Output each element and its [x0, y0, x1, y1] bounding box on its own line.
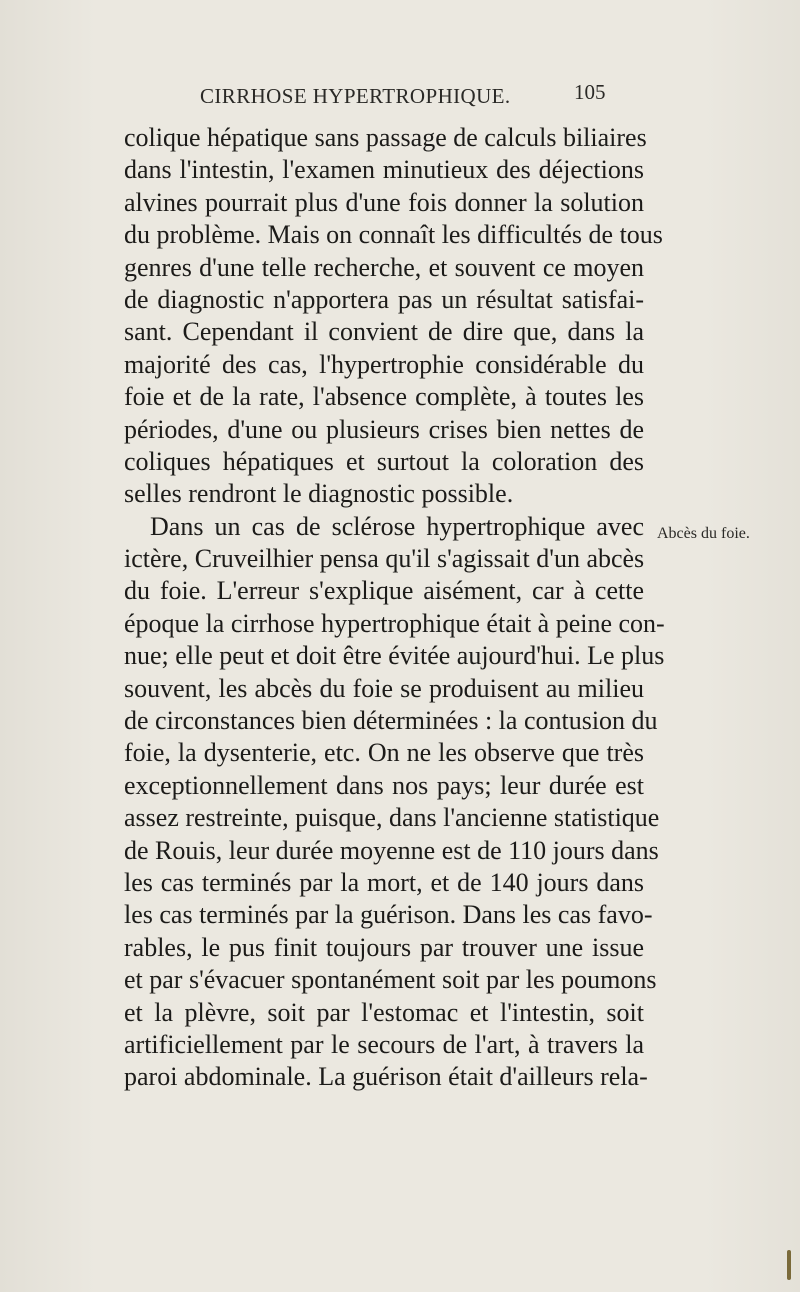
text-line: ictère, Cruveilhier pensa qu'il s'agissait d'un abcès: [124, 544, 645, 574]
text-line: exceptionnellement dans nos pays; leur durée est: [124, 770, 644, 800]
text-line: de Rouis, leur durée moyenne est de 110 jours dans: [124, 835, 659, 865]
text-line: assez restreinte, puisque, dans l'ancienne statistique: [124, 803, 660, 833]
text-line: alvines pourrait plus d'une fois donner la solution: [124, 187, 644, 217]
text-line: dans l'intestin, l'examen minutieux des déjections: [124, 155, 644, 185]
text-line: et par s'évacuer spontanément soit par les poumons: [124, 965, 657, 995]
text-line: Dans un cas de sclérose hypertrophique avec: [150, 511, 644, 541]
text-line: époque la cirrhose hypertrophique était à peine con-: [124, 608, 665, 638]
text-line: foie, la dysenterie, etc. On ne les observe que très: [124, 738, 644, 768]
text-line: périodes, d'une ou plusieurs crises bien nettes de: [124, 414, 644, 444]
text-line: souvent, les abcès du foie se produisent au milieu: [124, 673, 644, 703]
text-line: coliques hépatiques et surtout la coloration des: [124, 446, 644, 476]
text-line: de diagnostic n'apportera pas un résultat satisfai-: [124, 284, 644, 314]
text-line: les cas terminés par la mort, et de 140 jours dans: [124, 867, 644, 897]
text-line: de circonstances bien déterminées : la contusion du: [124, 706, 658, 736]
text-line: les cas terminés par la guérison. Dans les cas favo-: [124, 900, 653, 930]
margin-note: Abcès du foie.: [657, 525, 750, 542]
text-line: du foie. L'erreur s'explique aisément, car à cette: [124, 576, 644, 606]
text-line: paroi abdominale. La guérison était d'ailleurs rela-: [124, 1062, 648, 1092]
text-line: colique hépatique sans passage de calculs biliaires: [124, 123, 647, 152]
text-line: du problème. Mais on connaît les difficultés de tous: [124, 220, 663, 250]
text-line: nue; elle peut et doit être évitée aujourd'hui. Le plus: [124, 641, 665, 671]
text-line: genres d'une telle recherche, et souvent ce moyen: [124, 252, 644, 282]
text-line: sant. Cependant il convient de dire que, dans la: [124, 317, 644, 347]
page-number: 105: [574, 80, 606, 104]
text-line: artificiellement par le secours de l'art, à travers la: [124, 1029, 644, 1059]
text-line: et la plèvre, soit par l'estomac et l'intestin, soit: [124, 997, 644, 1027]
text-line: selles rendront le diagnostic possible.: [124, 479, 514, 509]
text-line: rables, le pus finit toujours par trouver une issue: [124, 932, 644, 962]
body-text: [124, 122, 665, 1094]
ink-speck: [787, 1250, 791, 1280]
running-head: CIRRHOSE HYPERTROPHIQUE.: [200, 84, 511, 108]
text-line: foie et de la rate, l'absence complète, à toutes les: [124, 382, 644, 412]
text-line: majorité des cas, l'hypertrophie considérable du: [124, 349, 644, 379]
